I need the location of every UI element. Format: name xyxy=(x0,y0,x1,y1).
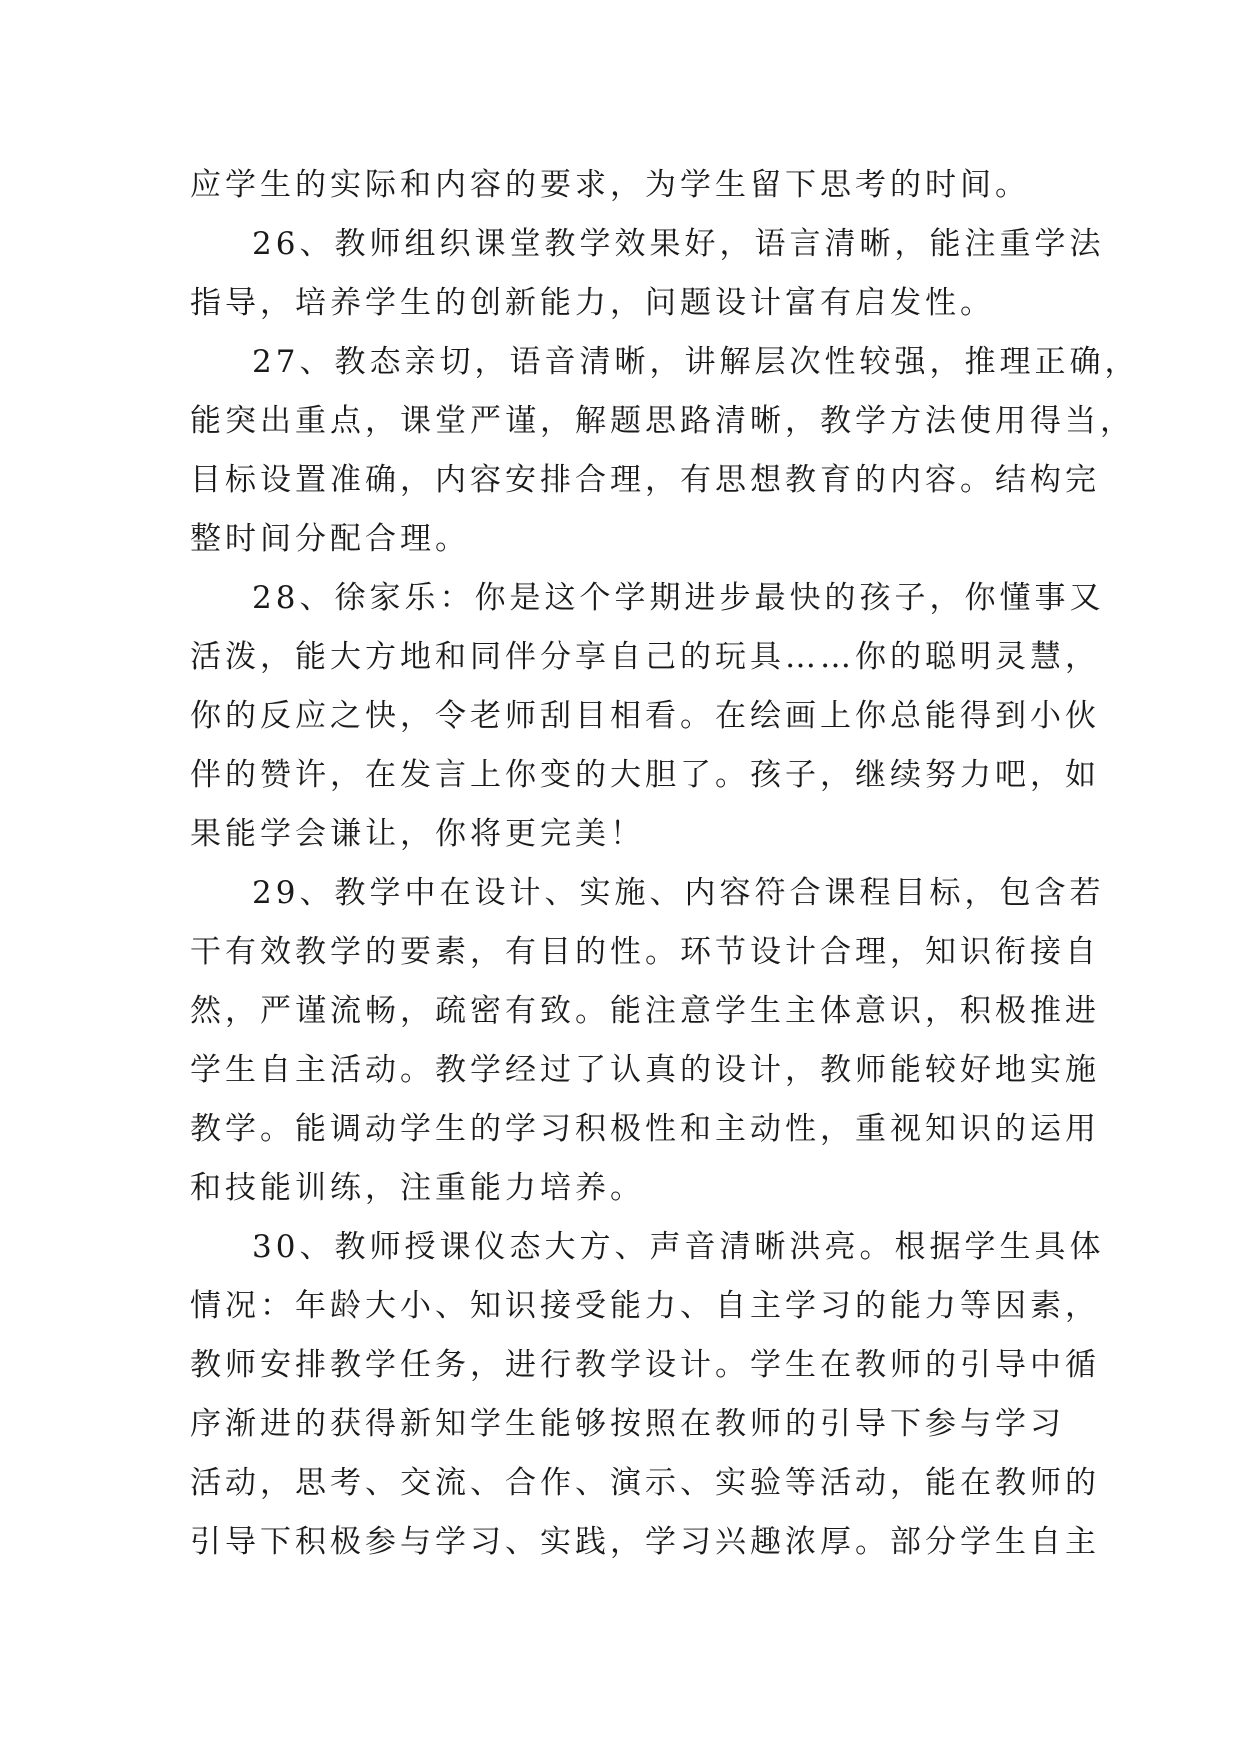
text-line: 引导下积极参与学习、实践，学习兴趣浓厚。部分学生自主 xyxy=(190,1524,1100,1560)
text-line: 活泼，能大方地和同伴分享自己的玩具……你的聪明灵慧， xyxy=(190,639,1100,675)
text-line: 然，严谨流畅，疏密有致。能注意学生主体意识，积极推进 xyxy=(190,993,1100,1029)
text-line: 序渐进的获得新知学生能够按照在教师的引导下参与学习 xyxy=(190,1406,1065,1442)
text-line: 和技能训练，注重能力培养。 xyxy=(190,1170,645,1206)
paragraph-30-first-line: 30、教师授课仪态大方、声音清晰洪亮。根据学生具体 xyxy=(252,1229,1105,1265)
text-line: 果能学会谦让，你将更完美！ xyxy=(190,816,645,852)
text-line: 你的反应之快，令老师刮目相看。在绘画上你总能得到小伙 xyxy=(190,698,1100,734)
text-line: 干有效教学的要素，有目的性。环节设计合理，知识衔接自 xyxy=(190,934,1100,970)
text-line: 整时间分配合理。 xyxy=(190,521,470,557)
text-line: 情况：年龄大小、知识接受能力、自主学习的能力等因素， xyxy=(190,1288,1100,1324)
paragraph-28-first-line: 28、徐家乐：你是这个学期进步最快的孩子，你懂事又 xyxy=(252,580,1105,616)
paragraph-27-first-line: 27、教态亲切，语音清晰，讲解层次性较强，推理正确， xyxy=(252,344,1140,380)
text-line: 伴的赞许，在发言上你变的大胆了。孩子，继续努力吧，如 xyxy=(190,757,1100,793)
text-line: 教师安排教学任务，进行教学设计。学生在教师的引导中循 xyxy=(190,1347,1100,1383)
text-line: 指导，培养学生的创新能力，问题设计富有启发性。 xyxy=(190,285,995,321)
document-body xyxy=(190,156,1140,1572)
text-line: 活动，思考、交流、合作、演示、实验等活动，能在教师的 xyxy=(190,1465,1100,1501)
text-line: 应学生的实际和内容的要求，为学生留下思考的时间。 xyxy=(190,167,1030,203)
paragraph-29-first-line: 29、教学中在设计、实施、内容符合课程目标，包含若 xyxy=(252,875,1105,911)
text-line: 学生自主活动。教学经过了认真的设计，教师能较好地实施 xyxy=(190,1052,1100,1088)
text-line: 目标设置准确，内容安排合理，有思想教育的内容。结构完 xyxy=(190,462,1100,498)
text-line: 能突出重点，课堂严谨，解题思路清晰，教学方法使用得当， xyxy=(190,403,1135,439)
text-line: 教学。能调动学生的学习积极性和主动性，重视知识的运用 xyxy=(190,1111,1100,1147)
paragraph-26-first-line: 26、教师组织课堂教学效果好，语言清晰，能注重学法 xyxy=(252,226,1105,262)
